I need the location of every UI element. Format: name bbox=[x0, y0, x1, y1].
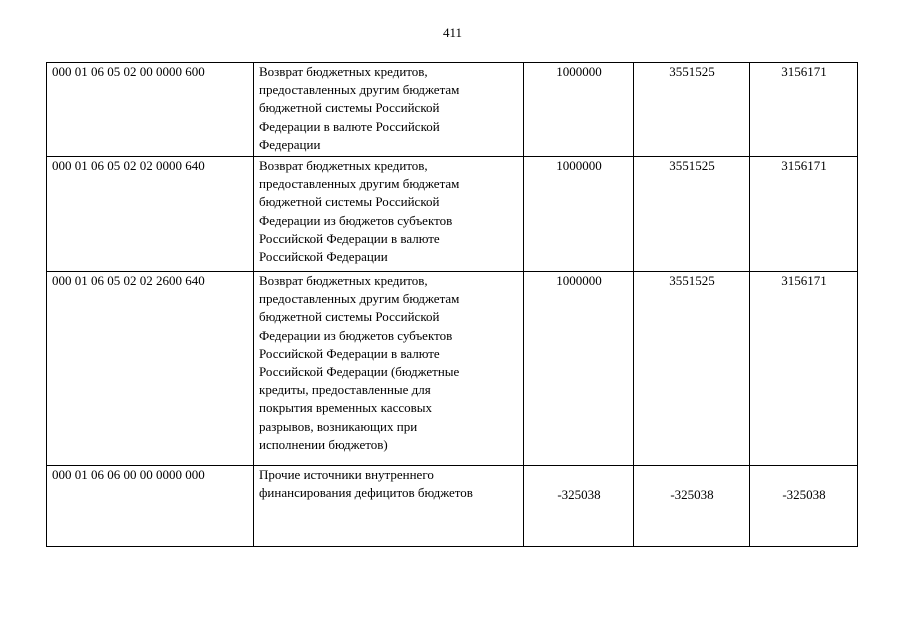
source-name-line: предоставленных другим бюджетам bbox=[259, 291, 460, 307]
table-row bbox=[47, 63, 858, 157]
amount-value: -325038 bbox=[750, 466, 858, 547]
source-name-line: покрытия временных кассовых bbox=[259, 400, 432, 416]
amount-value: 1000000 bbox=[524, 157, 634, 272]
source-name bbox=[254, 63, 524, 157]
source-name-line: предоставленных другим бюджетам bbox=[259, 176, 460, 192]
classification-code: 000 01 06 05 02 00 0000 600 bbox=[47, 63, 254, 157]
classification-code: 000 01 06 05 02 02 2600 640 bbox=[47, 272, 254, 466]
amount-value: 1000000 bbox=[524, 63, 634, 157]
amount-value: 3156171 bbox=[750, 63, 858, 157]
source-name-line: Российской Федерации bbox=[259, 249, 388, 265]
source-name-line: финансирования дефицитов бюджетов bbox=[259, 485, 473, 501]
source-name-line: бюджетной системы Российской bbox=[259, 100, 440, 116]
amount-value: -325038 bbox=[634, 466, 750, 547]
source-name-line: бюджетной системы Российской bbox=[259, 194, 440, 210]
source-name-line: Федерации из бюджетов субъектов bbox=[259, 327, 453, 343]
budget-sources-table bbox=[46, 62, 858, 547]
source-name-line: Возврат бюджетных кредитов, bbox=[259, 158, 428, 173]
source-name-line: исполнении бюджетов) bbox=[259, 436, 388, 452]
classification-code: 000 01 06 05 02 02 0000 640 bbox=[47, 157, 254, 272]
source-name-line: Прочие источники внутреннего bbox=[259, 467, 434, 482]
source-name-line: Федерации bbox=[259, 136, 321, 152]
source-name-line: предоставленных другим бюджетам bbox=[259, 82, 460, 98]
source-name bbox=[254, 466, 524, 547]
table-row bbox=[47, 272, 858, 466]
amount-value: 3551525 bbox=[634, 157, 750, 272]
table-row bbox=[47, 157, 858, 272]
source-name-line: Федерации в валюте Российской bbox=[259, 118, 440, 134]
source-name-line: Российской Федерации в валюте bbox=[259, 230, 440, 246]
table-row bbox=[47, 466, 858, 547]
amount-value: 3156171 bbox=[750, 272, 858, 466]
source-name-line: кредиты, предоставленные для bbox=[259, 382, 431, 398]
amount-value: 3551525 bbox=[634, 63, 750, 157]
source-name-line: Федерации из бюджетов субъектов bbox=[259, 212, 453, 228]
page-number: 411 bbox=[442, 25, 463, 40]
source-name-line: бюджетной системы Российской bbox=[259, 309, 440, 325]
classification-code: 000 01 06 06 00 00 0000 000 bbox=[47, 466, 254, 547]
amount-value: 3551525 bbox=[634, 272, 750, 466]
amount-value: -325038 bbox=[524, 466, 634, 547]
source-name-line: Возврат бюджетных кредитов, bbox=[259, 64, 428, 79]
source-name-line: Возврат бюджетных кредитов, bbox=[259, 273, 428, 288]
amount-value: 3156171 bbox=[750, 157, 858, 272]
source-name-line: Российской Федерации (бюджетные bbox=[259, 364, 460, 380]
source-name-line: разрывов, возникающих при bbox=[259, 418, 418, 434]
amount-value: 1000000 bbox=[524, 272, 634, 466]
source-name bbox=[254, 272, 524, 466]
source-name bbox=[254, 157, 524, 272]
source-name-line: Российской Федерации в валюте bbox=[259, 345, 440, 361]
